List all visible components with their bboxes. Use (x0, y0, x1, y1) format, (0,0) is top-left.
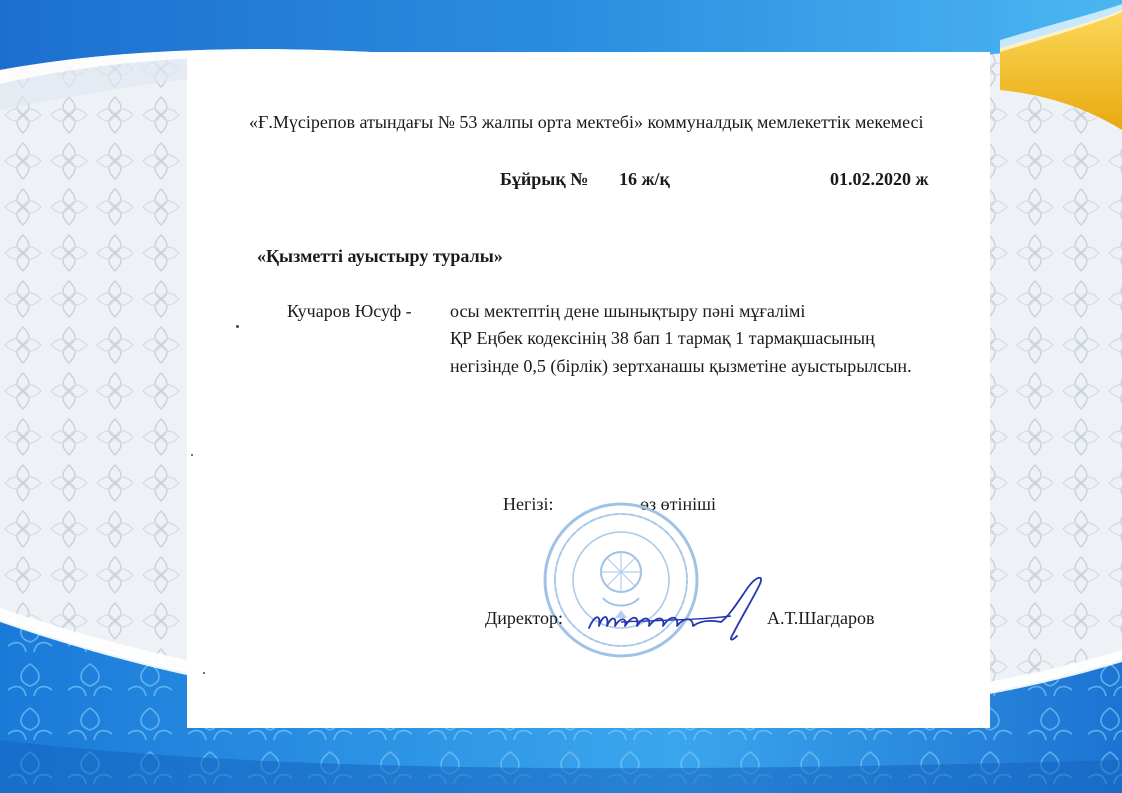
body-line: ҚР Еңбек кодексінің 38 бап 1 тармақ 1 тармақшасының (450, 328, 875, 348)
document-page (187, 52, 990, 728)
order-number: 16 ж/қ (619, 169, 670, 189)
employee-name: Кучаров Юсуф - (287, 301, 412, 321)
institution-header: «Ғ.Мүсірепов атындағы № 53 жалпы орта мектебі» коммуналдық мемлекеттік мекемесі (249, 112, 924, 132)
order-date: 01.02.2020 ж (830, 169, 929, 189)
order-subject: «Қызметті ауыстыру туралы» (257, 246, 503, 266)
scan-speck (191, 454, 193, 456)
basis-value: өз өтініші (640, 494, 716, 514)
director-name: А.Т.Шагдаров (767, 608, 875, 628)
scan-speck (236, 325, 239, 328)
body-line: негізінде 0,5 (бірлік) зертханашы қызметіне ауыстырылсын. (450, 356, 912, 376)
basis-label: Негізі: (503, 494, 554, 514)
scan-speck (203, 672, 205, 674)
order-label: Бұйрық № (500, 169, 589, 189)
body-line: осы мектептің дене шынықтыру пәні мұғалімі (450, 301, 806, 321)
signature-title: Директор: (485, 608, 564, 628)
handwritten-signature (581, 570, 781, 650)
